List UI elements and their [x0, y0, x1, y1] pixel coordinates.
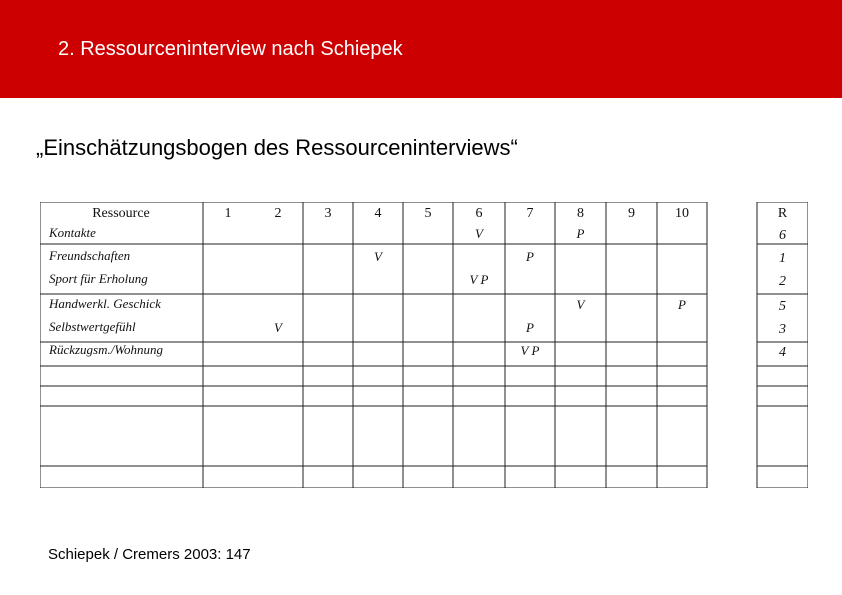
- rank-value: 5: [779, 299, 786, 314]
- column-header-ressource: Ressource: [92, 206, 150, 221]
- column-header-scale-2: 2: [274, 206, 282, 221]
- rank-value: 1: [779, 251, 786, 266]
- citation: Schiepek / Cremers 2003: 147: [48, 546, 251, 563]
- slide-subtitle: „Einschätzungsbogen des Ressourceninterviews“: [36, 135, 518, 160]
- resource-label: Kontakte: [49, 225, 96, 240]
- slide-header: [0, 0, 842, 98]
- rating-mark: V P: [469, 272, 489, 287]
- rank-value: 3: [779, 322, 786, 337]
- assessment-form-grid: [40, 202, 808, 488]
- rating-mark: V: [576, 297, 585, 312]
- column-header-scale-10: 10: [675, 206, 689, 221]
- resource-label: Sport für Erholung: [49, 271, 148, 286]
- rating-mark: V: [274, 320, 282, 335]
- rating-mark: P: [678, 297, 686, 312]
- rating-mark: V: [475, 226, 483, 241]
- column-header-scale-5: 5: [424, 206, 432, 221]
- column-header-rank: R: [777, 206, 788, 221]
- rating-mark: V: [374, 249, 382, 264]
- assessment-form: [40, 202, 808, 488]
- column-header-scale-8: 8: [577, 206, 584, 221]
- slide-title: 2. Ressourceninterview nach Schiepek: [58, 38, 403, 60]
- column-header-scale-3: 3: [324, 206, 332, 221]
- column-header-scale-6: 6: [475, 206, 483, 221]
- resource-label: Freundschaften: [49, 248, 131, 263]
- rating-mark: P: [576, 226, 585, 241]
- rating-mark: P: [526, 320, 534, 335]
- column-header-scale-7: 7: [526, 206, 534, 221]
- resource-label: Handwerkl. Geschick: [49, 296, 161, 311]
- column-header-scale-4: 4: [374, 206, 382, 221]
- rank-value: 6: [779, 228, 786, 243]
- resource-label: Selbstwertgefühl: [49, 319, 136, 334]
- column-header-scale-9: 9: [628, 206, 635, 221]
- resource-label: Rückzugsm./Wohnung: [49, 342, 163, 357]
- rating-mark: P: [526, 249, 534, 264]
- column-header-scale-1: 1: [224, 206, 232, 221]
- rank-value: 2: [779, 274, 786, 289]
- rank-value: 4: [779, 345, 786, 360]
- rating-mark: V P: [520, 343, 540, 358]
